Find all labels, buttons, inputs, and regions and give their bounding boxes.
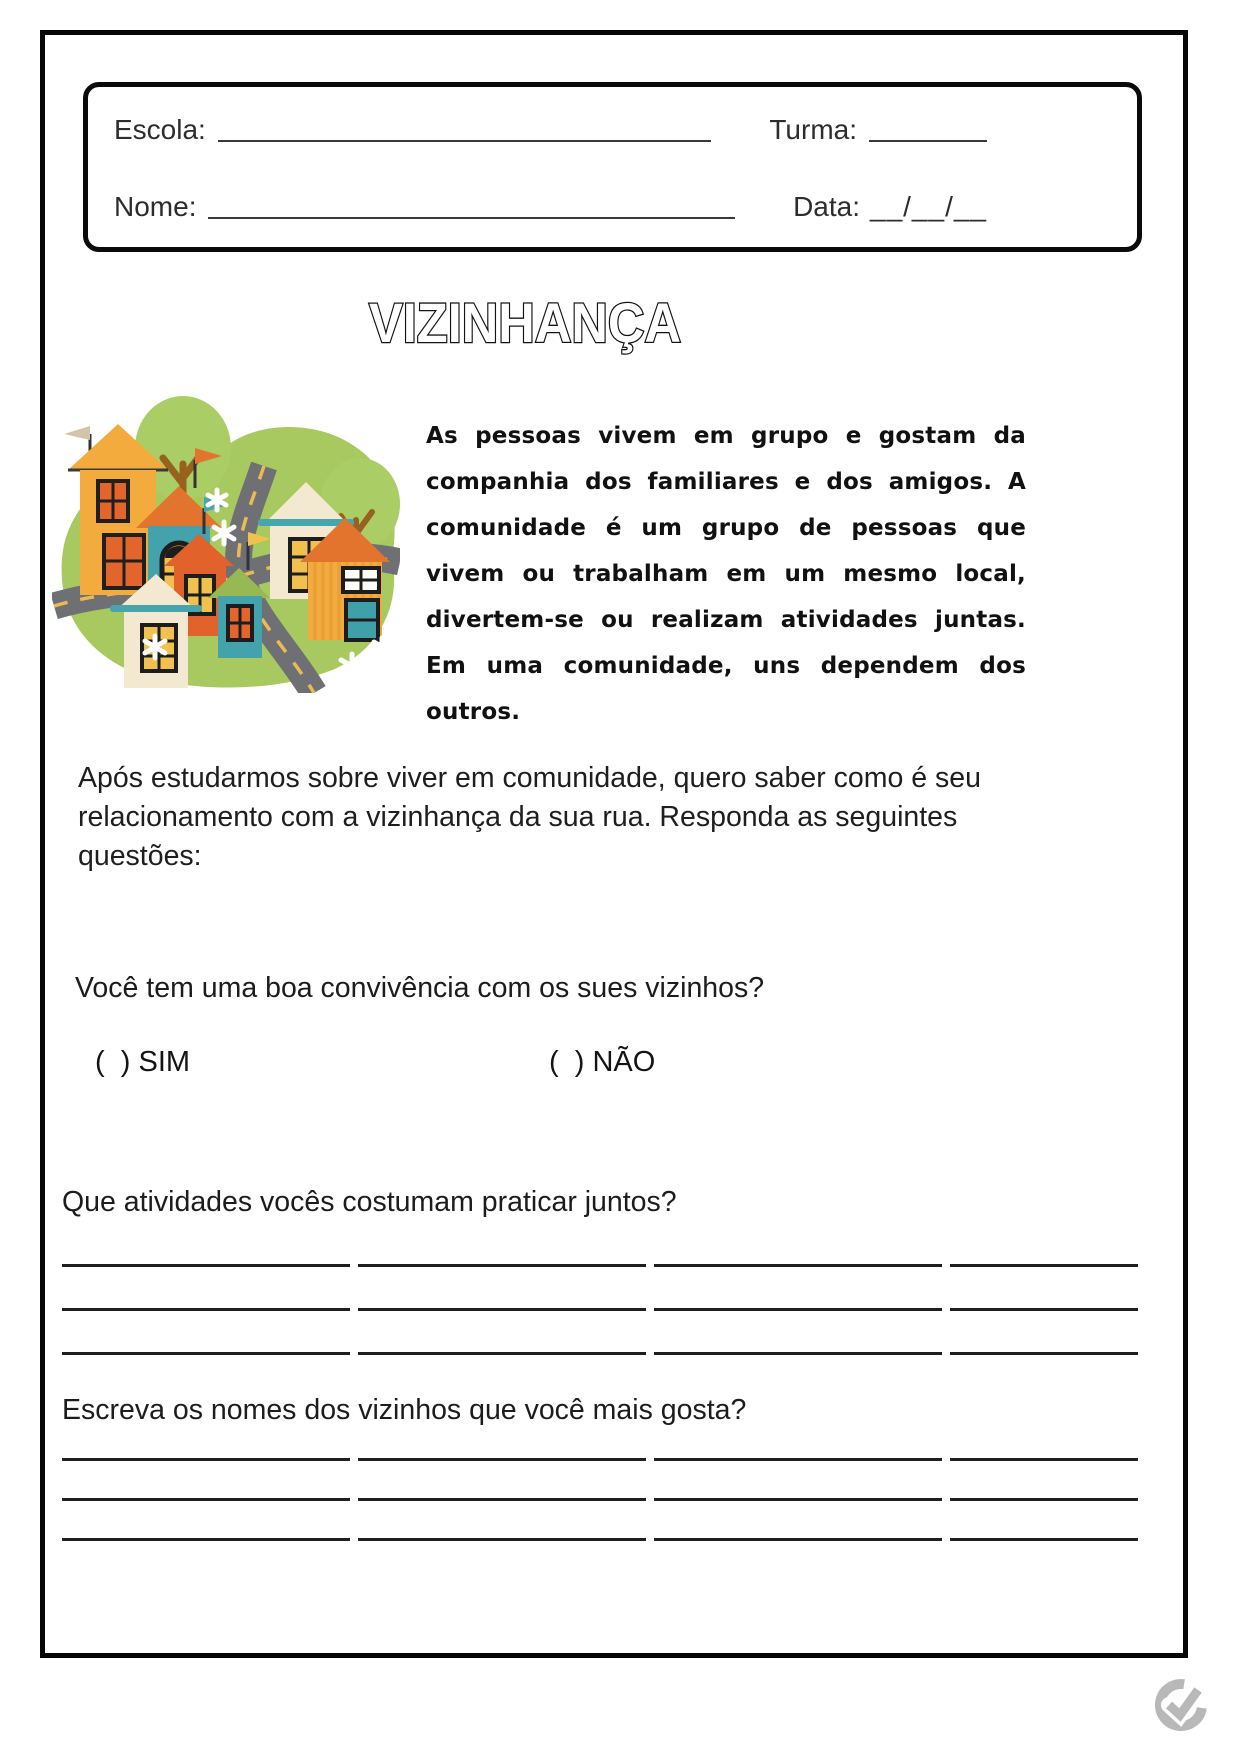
header-row-nome-data [114,188,987,223]
option-sim[interactable]: ( ) SIM [95,1046,191,1078]
question-atividades: Que atividades vocês costumam praticar juntos? [62,1186,677,1218]
data-label: Data: [793,190,860,222]
question-nomes-vizinhos: Escreva os nomes dos vizinhos que você mais gosta? [62,1394,747,1426]
answer-line[interactable] [62,1538,1138,1541]
student-info-box [83,82,1142,252]
escola-label: Escola: [114,114,206,146]
page-title-text: VIZINHANÇA [369,292,681,354]
nome-label: Nome: [114,190,197,222]
neighborhood-illustration [52,348,400,693]
escola-input-line[interactable] [218,111,712,142]
turma-label: Turma: [769,114,857,146]
answer-line[interactable] [62,1264,1138,1267]
option-nao[interactable]: ( ) NÃO [549,1046,656,1078]
nome-input-line[interactable] [208,188,735,219]
data-input-blanks[interactable]: __/__/__ [870,190,987,222]
lead-paragraph: Após estudarmos sobre viver em comunidade, quero saber como é seu relacionamento com a vizinhança da sua rua. Responda as seguintes questões: [78,761,981,872]
answer-line[interactable] [62,1352,1138,1355]
intro-paragraph: As pessoas vivem em grupo e gostam da companhia dos familiares e dos amigos. A comunidade é um grupo de pessoas que vivem ou trabalham em um mesmo local, divertem-se ou realizam atividades juntas. Em uma comunidade, uns dependem dos outros. [426,423,1026,725]
page-title [0,292,1050,356]
turma-input-line[interactable] [869,111,987,142]
answer-line[interactable] [62,1498,1138,1501]
answer-line[interactable] [62,1458,1138,1461]
header-row-escola-turma [114,111,987,146]
question-convivencia: Você tem uma boa convivência com os sues vizinhos? [75,972,765,1004]
answer-line[interactable] [62,1308,1138,1311]
check-circle-logo [1150,1670,1216,1736]
